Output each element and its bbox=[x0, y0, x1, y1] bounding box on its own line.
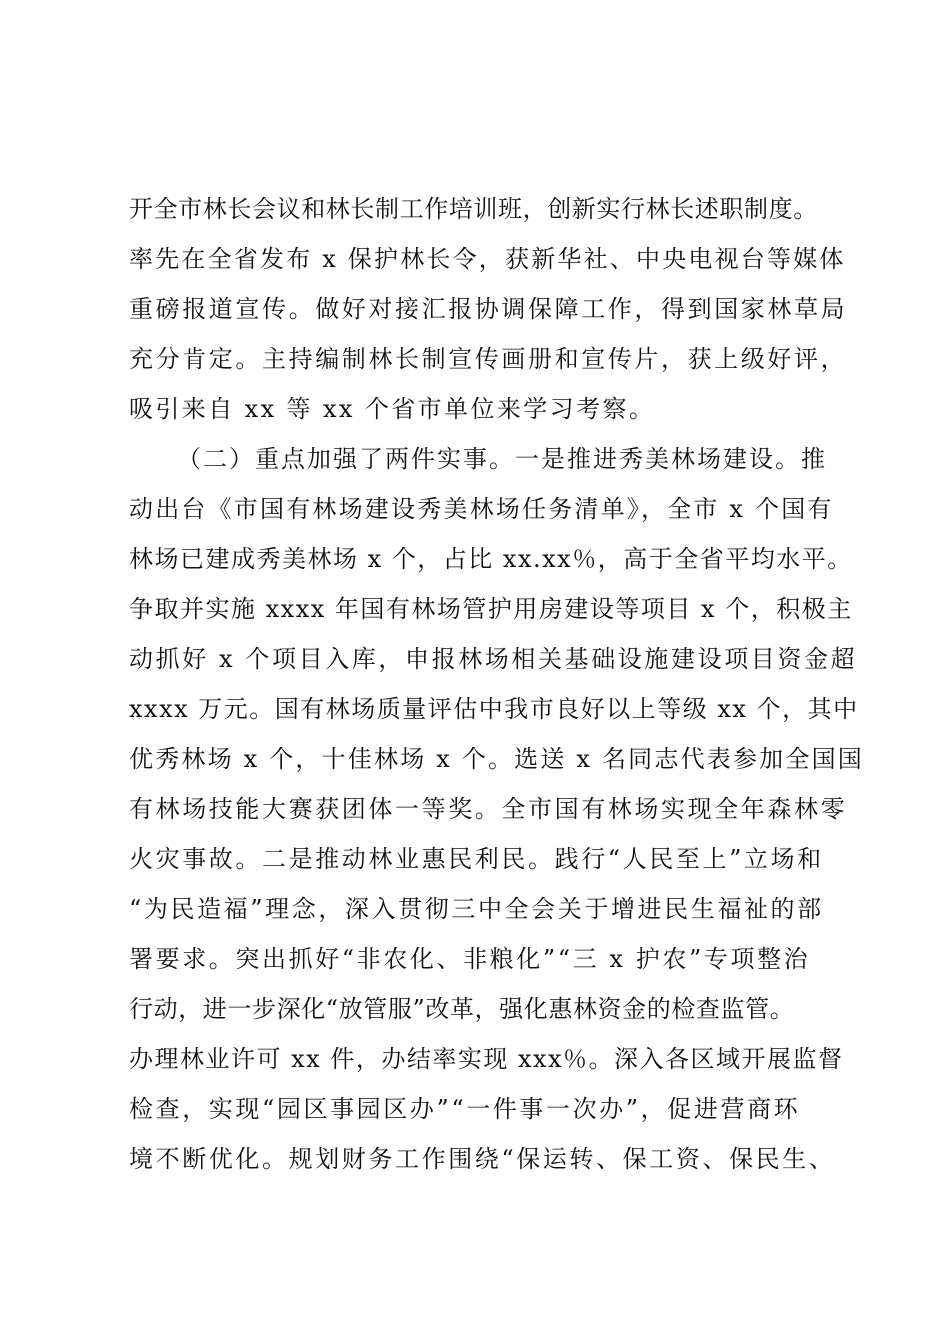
document-body bbox=[129, 184, 864, 1184]
paragraph-line: 行动，进一步深化“放管服”改革，强化惠林资金的检查监管。 bbox=[129, 995, 795, 1023]
paragraph-line: 署要求。突出抓好“非农化、非粮化”“三 x 护农”专项整治 bbox=[129, 945, 811, 973]
paragraph-line: 开全市林长会议和林长制工作培训班，创新实行林长述职制度。 bbox=[129, 195, 818, 223]
paragraph-line: 动出台《市国有林场建设秀美林场任务清单》，全市 x 个国有 bbox=[129, 495, 834, 523]
paragraph-line: xxxx 万元。国有林场质量评估中我市良好以上等级 xx 个，其中 bbox=[129, 695, 859, 723]
paragraph-line: 率先在全省发布 x 保护林长令，获新华社、中央电视台等媒体 bbox=[129, 245, 846, 273]
paragraph-line: 争取并实施 xxxx 年国有林场管护用房建设等项目 x 个，积极主 bbox=[129, 595, 853, 623]
paragraph-line: 优秀林场 x 个，十佳林场 x 个。选送 x 名同志代表参加全国国 bbox=[129, 745, 864, 773]
paragraph-line: 重磅报道宣传。做好对接汇报协调保障工作，得到国家林草局 bbox=[129, 295, 848, 323]
paragraph-line: 吸引来自 xx 等 xx 个省市单位来学习考察。 bbox=[129, 395, 656, 423]
paragraph-line: 动抓好 x 个项目入库，申报林场相关基础设施建设项目资金超 bbox=[129, 645, 858, 673]
paragraph-line: 充分肯定。主持编制林长制宣传画册和宣传片，获上级好评， bbox=[129, 345, 848, 373]
paragraph-line: （二）重点加强了两件实事。一是推进秀美林场建设。推 bbox=[177, 445, 827, 473]
paragraph-line: 林场已建成秀美林场 x 个，占比 xx.xx％，高于全省平均水平。 bbox=[129, 545, 853, 573]
paragraph-line: “为民造福”理念，深入贯彻三中全会关于增进民生福祉的部 bbox=[129, 895, 824, 923]
paragraph-line: 办理林业许可 xx 件，办结率实现 xxx％。深入各区域开展监督 bbox=[129, 1045, 844, 1073]
paragraph-line: 火灾事故。二是推动林业惠民利民。践行“人民至上”立场和 bbox=[129, 845, 824, 873]
paragraph-line: 境不断优化。规划财务工作围绕“保运转、保工资、保民生、 bbox=[129, 1145, 836, 1173]
paragraph-line: 检查，实现“园区事园区办”“一件事一次办”，促进营商环 bbox=[129, 1095, 801, 1123]
paragraph-line: 有林场技能大赛获团体一等奖。全市国有林场实现全年森林零 bbox=[129, 795, 848, 823]
